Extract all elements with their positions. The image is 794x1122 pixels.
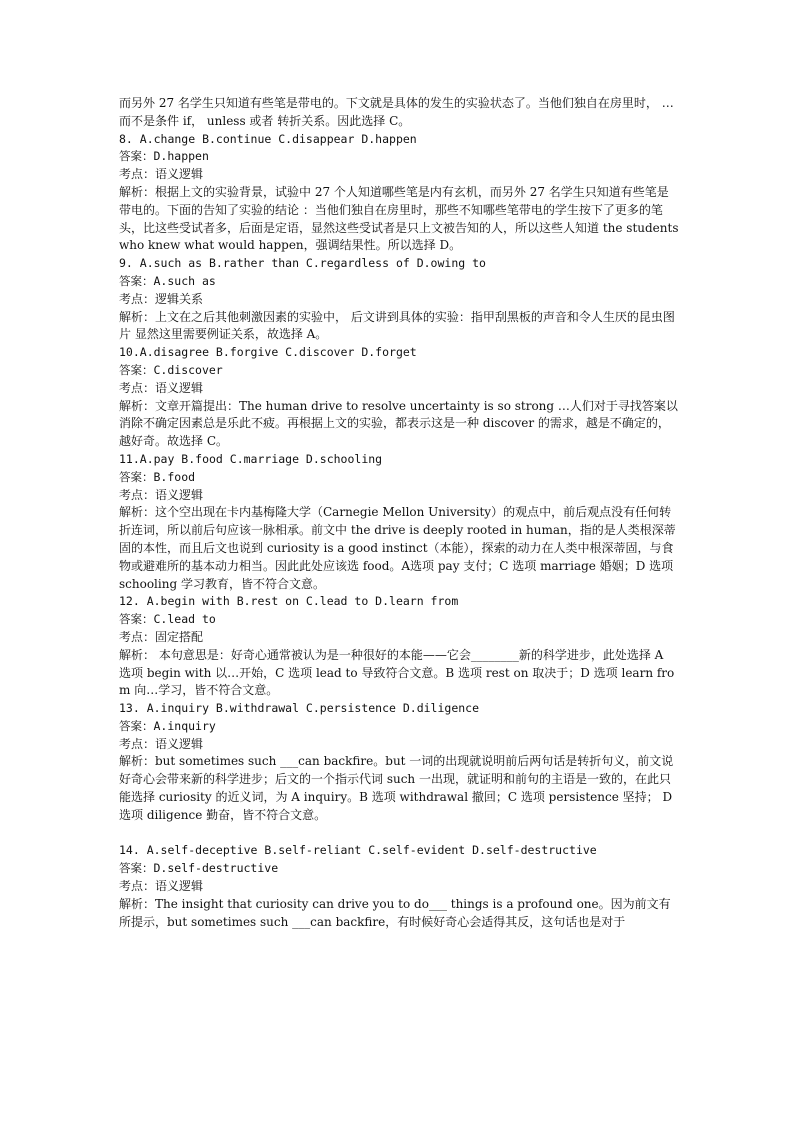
- answer-line: 答案：C.lead to: [119, 612, 216, 627]
- analysis-paragraph: 解析：The insight that curiosity can drive you to do___ things is a profound one。因为前文有所提示，but sometimes such ___can backfire，有时候好奇心会适得其反，这句话也是对于: [119, 896, 671, 929]
- blank-line: [119, 825, 679, 843]
- exam-point-line: 考点：语义逻辑: [119, 487, 204, 502]
- document-body: [119, 95, 679, 931]
- answer-line: 答案：B.food: [119, 469, 196, 484]
- exam-point-line: 考点：语义逻辑: [119, 879, 204, 894]
- answer-line: 答案：A.inquiry: [119, 718, 216, 733]
- exam-point-line: 考点：语义逻辑: [119, 736, 204, 751]
- analysis-paragraph: 解析：上文在之后其他刺激因素的实验中， 后文讲到具体的实验：指甲刮黑板的声音和令人生厌的昆虫图片 显然这里需要例证关系，故选择 A。: [119, 309, 675, 342]
- answer-line: 答案：A.such as: [119, 273, 216, 288]
- analysis-paragraph: 解析：这个空出现在卡内基梅隆大学（Carnegie Mellon University）的观点中，前后观点没有任何转折连词，所以前后句应该一脉相承。前文中 the drive is deeply rooted in human，指的是人类根深蒂固的本性，而且后文也说到 curiosity is a good instinct（本能），探索的动力在人类中根深蒂固，与食物或避难所的基本动力相当。因此此处应该选 food。A选项 pay 支付；C 选项 marriage 婚姻；D 选项 schooling 学习教育，皆不符合文意。: [119, 505, 676, 591]
- analysis-paragraph: 解析：but sometimes such ___can backfire。but 一词的出现就说明前后两句话是转折句义，前文说好奇心会带来新的科学进步；后文的一个指示代词 such 一出现，就证明和前句的主语是一致的，在此只能选择 curiosity 的近义词，为 A inquiry。B 选项 withdrawal 撤回；C 选项 persistence 坚持； D 选项 diligence 勤奋，皆不符合文意。: [119, 754, 674, 822]
- question-options: 9. A.such as B.rather than C.regardless of D.owing to: [119, 256, 486, 271]
- exam-point-line: 考点：固定搭配: [119, 629, 204, 644]
- question-options: 10.A.disagree B.forgive C.discover D.forget: [119, 345, 417, 360]
- answer-line: 答案：C.discover: [119, 362, 223, 377]
- exam-point-line: 考点：语义逻辑: [119, 167, 204, 182]
- question-options: 13. A.inquiry B.withdrawal C.persistence D.diligence: [119, 701, 480, 716]
- question-options: 12. A.begin with B.rest on C.lead to D.learn from: [119, 594, 459, 609]
- analysis-paragraph: 解析：文章开篇提出：The human drive to resolve uncertainty is so strong …人们对于寻找答案以消除不确定因素总是乐此不疲。再根据上文的实验，都表示这是一种 discover 的需求，越是不确定的，越好奇。故选择 C。: [119, 398, 678, 449]
- question-options: 8. A.change B.continue C.disappear D.happen: [119, 131, 417, 146]
- answer-line: 答案：D.self-destructive: [119, 861, 279, 876]
- exam-point-line: 考点：逻辑关系: [119, 291, 204, 306]
- analysis-paragraph: 解析： 本句意思是：好奇心通常被认为是一种很好的本能——它会________新的科学进步，此处选择 A 选项 begin with 以…开始，C 选项 lead to 导致符合文意。B 选项 rest on 取决于；D 选项 learn from 向…学习，皆不符合文意。: [119, 647, 675, 698]
- answer-line: 答案：D.happen: [119, 149, 209, 164]
- exam-point-line: 考点：语义逻辑: [119, 380, 204, 395]
- analysis-paragraph: 解析：根据上文的实验背景，试验中 27 个人知道哪些笔是内有玄机，而另外 27 名学生只知道有些笔是带电的。下面的告知了实验的结论 ：当他们独自在房里时，那些不知哪些笔带电的学生按下了更多的笔头，比这些受试者多，后面是定语，显然这些受试者是只上文被告知的人，所以这些人知道 the students who knew what would happen，强调结果性。所以选择 D。: [119, 184, 679, 253]
- question-options: 14. A.self-deceptive B.self-reliant C.self-evident D.self-destructive: [119, 843, 597, 858]
- paragraph: 而另外 27 名学生只知道有些笔是带电的。下文就是具体的发生的实验状态了。当他们独自在房里时， … 而不是条件 if， unless 或者 转折关系。因此选择 C。: [119, 96, 674, 128]
- question-options: 11.A.pay B.food C.marriage D.schooling: [119, 451, 383, 466]
